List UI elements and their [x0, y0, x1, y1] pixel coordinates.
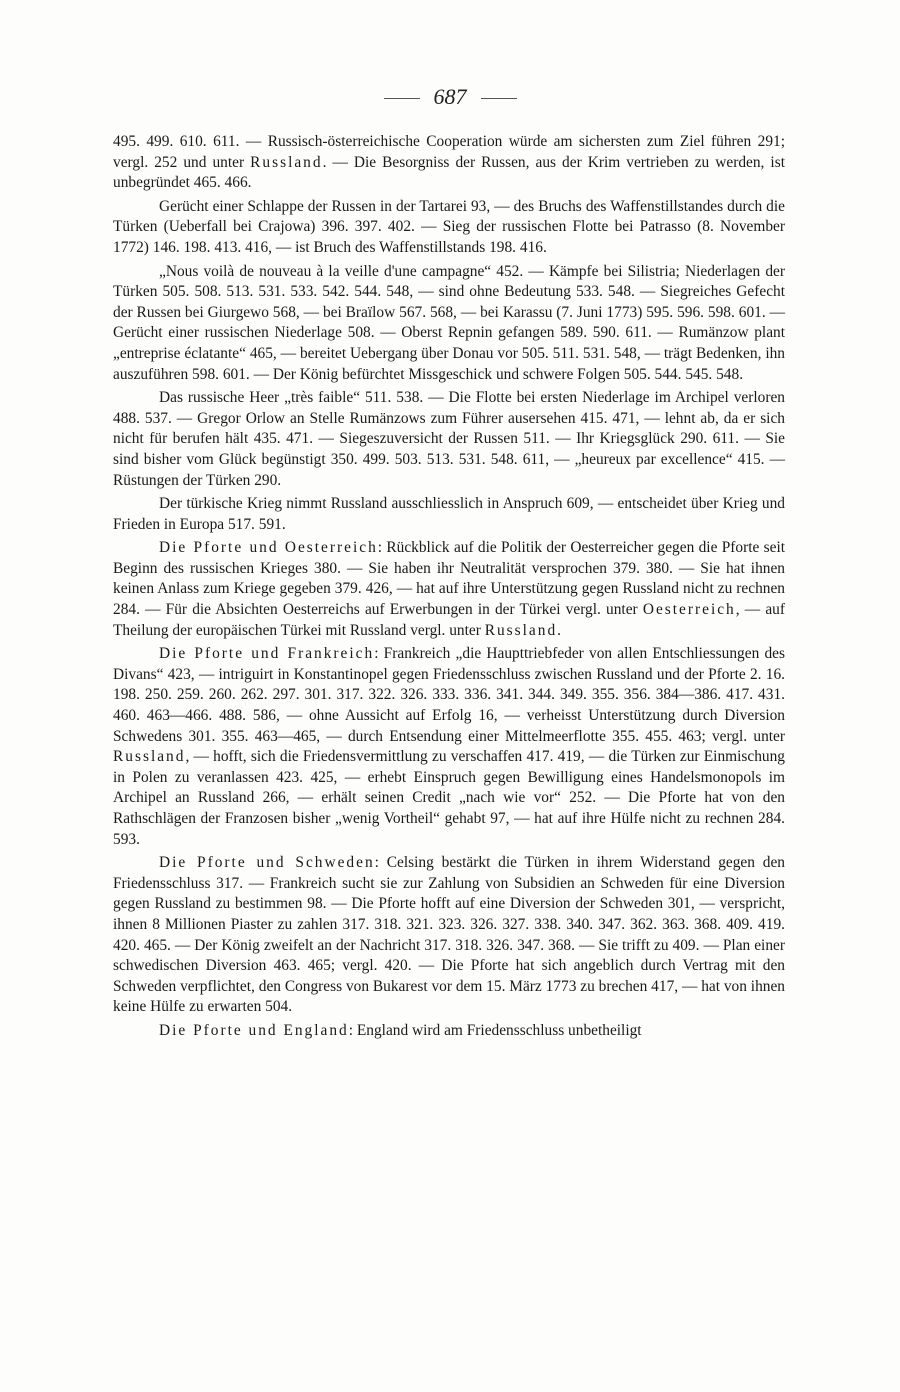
header-rule-right: [481, 98, 517, 99]
paragraph-text: Das russische Heer „très faible“ 511. 538. — Die Flotte bei ersten Niederlage im Archipel verloren 488. 537. — Gregor Orlow an Stelle Rumänzows zum Führer ausersehen 415. 471, — lehnt ab, da er sich nicht für berufen hält 435. 471. — Siegeszuversicht der Russen 511. — Ihr Kriegsglück 290. 611. — Sie sind bisher vom Glück begünstigt 350. 499. 503. 513. 531. 548. 611, — „heureux par excellence“ 415. — Rüstungen der Türken 290.: [113, 389, 785, 489]
spaced-keyword: Russland: [250, 153, 323, 171]
paragraph-text: , — hofft, sich die Friedensvermittlung zu verschaffen 417. 419, — die Türken zur Einmischung in Polen zu veranlassen 423. 425, — erhebt Einspruch gegen Bewilligung eines Handelsmonopols im Archipel an Russland 266, — erhält seinen Credit „nach wie vor“ 252. — Die Pforte hat von den Rathschlägen der Franzosen bisher „wenig Vortheil“ gehabt 97, — hat auf ihre Hülfe nicht zu rechnen 284. 593.: [113, 748, 785, 848]
paragraph-text: . — Die Besorgniss der Russen, aus der Krim vertrieben zu werden, ist unbegründet 465. 466.: [113, 153, 785, 192]
page-number: 687: [433, 84, 467, 109]
paragraph-text: , — auf Theilung der europäischen Türkei mit Russland vergl. unter: [113, 601, 785, 639]
index-paragraph: [113, 853, 785, 1018]
index-paragraph: [113, 197, 785, 259]
spaced-keyword: Die Pforte und Frankreich: [159, 645, 375, 663]
index-paragraph: [113, 1021, 785, 1042]
paragraph-text: : Rückblick auf die Politik der Oesterreicher gegen die Pforte seit Beginn des russischen Krieges 380. — Sie haben ihr Neutralität versprochen 379. 380. — Sie hat ihnen keinen Anlass zum Kriege gegeben 379. 426, — hat auf ihre Unterstützung gegen Russland nicht zu rechnen 284. — Für die Absichten Oesterreichs auf Erwerbungen in der Türkei vergl. unter: [113, 539, 785, 619]
index-paragraph: [113, 494, 785, 535]
spaced-keyword: Die Pforte und England: [159, 1021, 349, 1039]
header-rule-left: [384, 98, 420, 99]
spaced-keyword: Oesterreich: [642, 601, 736, 619]
page-header: [0, 84, 900, 110]
paragraph-text: Der türkische Krieg nimmt Russland ausschliesslich in Anspruch 609, — entscheidet über Krieg und Frieden in Europa 517. 591.: [113, 495, 785, 533]
paragraph-text: „Nous voilà de nouveau à la veille d'une campagne“ 452. — Kämpfe bei Silistria; Niederlagen der Türken 505. 508. 513. 531. 533. 542. 544. 548, — sind ohne Bedeutung 533. 548. — Siegreiches Gefecht der Russen bei Giurgewo 568, — bei Braïlow 567. 568, — bei Karassu (7. Juni 1773) 595. 596. 598. 601. — Gerücht einer russischen Niederlage 508. — Oberst Repnin gefangen 589. 590. 611. — Rumänzow plant „entreprise éclatante“ 465, — bereitet Uebergang über Donau vor 505. 511. 531. 548, — trägt Bedenken, ihn auszuführen 598. 601. — Der König befürchtet Missgeschick und schwere Folgen 505. 544. 545. 548.: [113, 262, 785, 383]
paragraph-text: : Frankreich „die Haupttriebfeder von allen Entschliessungen des Divans“ 423, — intriguirt in Konstantinopel gegen Friedensschluss zwischen Russland und der Pforte 2. 16. 198. 250. 259. 260. 262. 297. 301. 317. 322. 326. 333. 336. 341. 344. 349. 355. 356. 384—386. 417. 431. 460. 463—466. 488. 586, — ohne Aussicht auf Erfolg 16, — verheisst Unterstützung durch Diversion Schwedens 301. 355. 463—465, — durch Entsendung einer Mittelmeerflotte 355. 455. 463; vergl. unter: [113, 645, 785, 745]
paragraph-text: Gerücht einer Schlappe der Russen in der Tartarei 93, — des Bruchs des Waffenstillstandes durch die Türken (Ueberfall bei Crajowa) 396. 397. 402. — Sieg der russischen Flotte bei Patrasso (8. November 1772) 146. 198. 413. 416, — ist Bruch des Waffenstillstands 198. 416.: [113, 197, 785, 256]
spaced-keyword: Russland: [484, 621, 558, 639]
paragraph-text: : Celsing bestärkt die Türken in ihrem Widerstand gegen den Friedensschluss 317. — Frankreich sucht sie zur Zahlung von Subsidien an Schweden für eine Diversion gegen Russland zu bestimmen 98. — Die Pforte hofft auf eine Diversion der Schweden 301, — verspricht, ihnen 8 Millionen Piaster zu zahlen 317. 318. 321. 323. 326. 327. 338. 340. 347. 362. 363. 368. 409. 419. 420. 465. — Der König zweifelt an der Nachricht 317. 318. 326. 347. 368. — Sie trifft zu 409. — Plan einer schwedischen Diversion 463. 465; vergl. 420. — Die Pforte hat sich angeblich durch Vertrag mit den Schweden verpflichtet, den Congress von Bukarest vor dem 15. März 1773 zu brechen 417, — hat von ihnen keine Hülfe zu erwarten 504.: [113, 854, 786, 1016]
index-paragraph: [113, 538, 785, 641]
index-body-text: [113, 132, 785, 1045]
index-paragraph: [113, 132, 785, 194]
spaced-keyword: Die Pforte und Oesterreich: [159, 539, 378, 557]
paragraph-text: : England wird am Friedensschluss unbetheiligt: [348, 1021, 642, 1039]
paragraph-text: 495. 499. 610. 611. — Russisch-österreichische Cooperation würde am sichersten zum Ziel führen 291; vergl. 252 und unter: [113, 133, 785, 171]
spaced-keyword: Russland: [113, 748, 186, 766]
index-paragraph: [113, 644, 785, 850]
index-paragraph: [113, 388, 785, 491]
index-paragraph: [113, 262, 785, 386]
spaced-keyword: Die Pforte und Schweden: [159, 854, 375, 872]
paragraph-text: .: [557, 621, 562, 639]
